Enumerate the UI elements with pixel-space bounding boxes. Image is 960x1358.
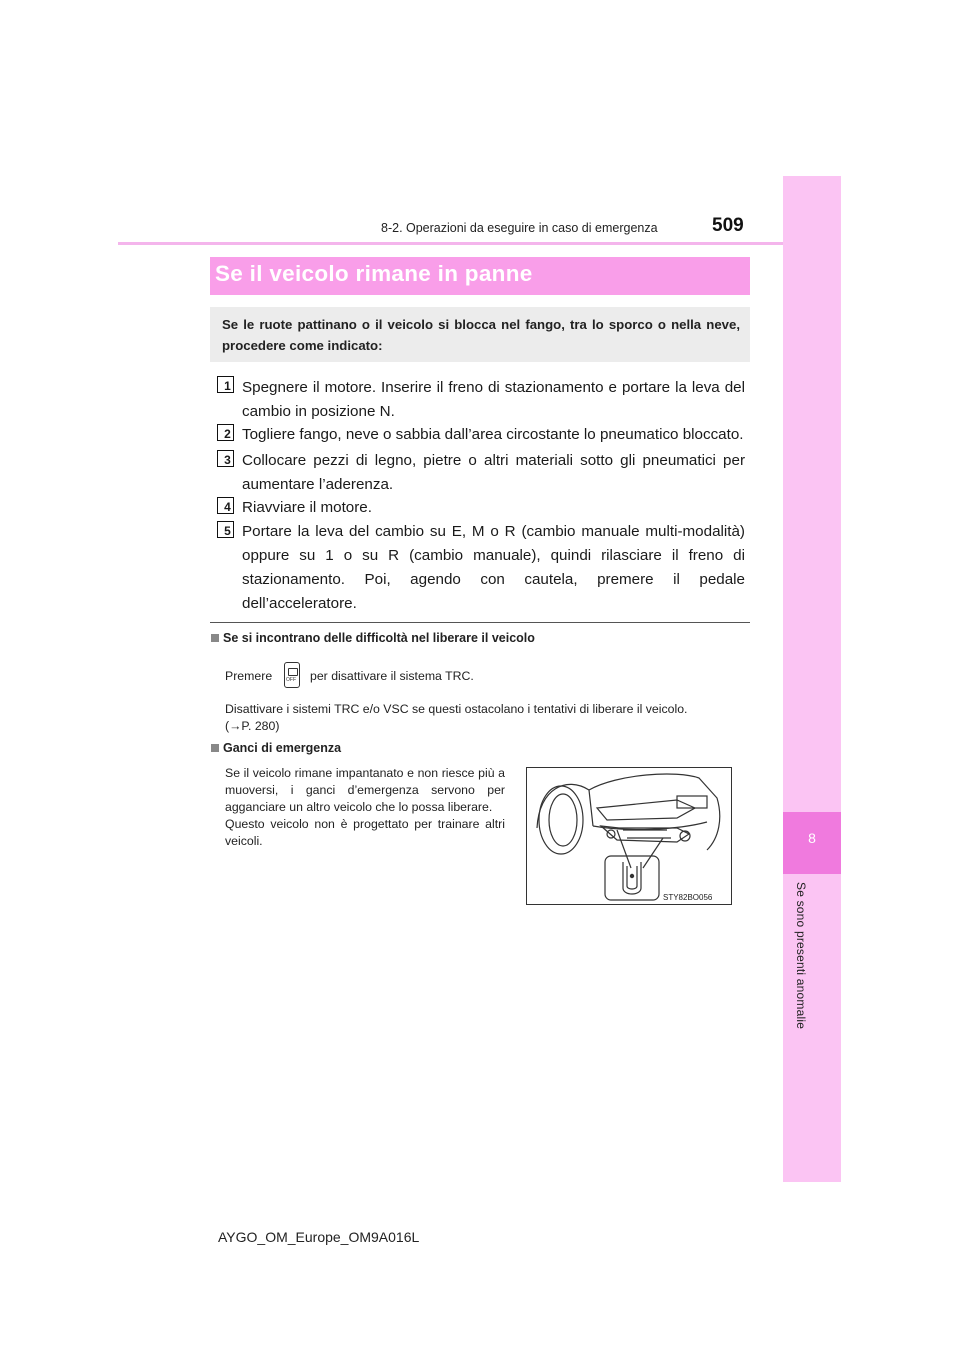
bullet-square-icon (211, 744, 219, 752)
header-rule (118, 242, 783, 245)
step-number-5: 5 (217, 521, 234, 538)
step-text-3: Collocare pezzi di legno, pietre o altri materiali sotto gli pneumatici per aumentare l’aderenza. (242, 452, 745, 493)
hooks-text-2: Questo veicolo non è progettato per trainare altri veicoli. (225, 817, 505, 848)
chapter-label: Se sono presenti anomalie (794, 882, 808, 1030)
page-title: Se il veicolo rimane in panne (215, 261, 533, 286)
step-text-2: Togliere fango, neve o sabbia dall’area circostante lo pneumatico bloccato. (242, 426, 744, 443)
note-line-2: Disattivare i sistemi TRC e/o VSC se questi ostacolano i tentativi di liberare il veicolo. (225, 702, 688, 716)
intro-text: Se le ruote pattinano o il veicolo si blocca nel fango, tra lo sporco o nella neve, procedere come indicato: (222, 317, 740, 353)
hooks-description (225, 765, 505, 850)
chapter-number: 8 (808, 830, 816, 846)
hooks-text-1: Se il veicolo rimane impantanato e non riesce più a muoversi, i ganci d’emergenza servono per agganciare un altro veicolo che lo possa liberare. (225, 766, 505, 814)
step-number-2: 2 (217, 424, 234, 441)
page-number: 509 (712, 215, 744, 236)
document-footer: AYGO_OM_Europe_OM9A016L (218, 1229, 420, 1245)
note-press-before: Premere (225, 669, 273, 683)
step-number-3: 3 (217, 450, 234, 467)
note-heading-difficulty: Se si incontrano delle difficoltà nel liberare il veicolo (223, 631, 535, 645)
step-text-4: Riavviare il motore. (242, 499, 372, 516)
note-press-after: per disattivare il sistema TRC. (310, 669, 474, 683)
step-number-1: 1 (217, 376, 234, 393)
trc-off-switch-icon (284, 662, 300, 688)
bullet-square-icon (211, 634, 219, 642)
car-rear-underside-icon (527, 768, 731, 904)
note-heading-hooks: Ganci di emergenza (223, 741, 342, 755)
section-heading: 8-2. Operazioni da eseguire in caso di emergenza (381, 221, 658, 235)
emergency-hook-illustration (526, 767, 732, 905)
figure-code: STY82BO056 (663, 893, 713, 902)
step-number-4: 4 (217, 497, 234, 514)
step-text-1: Spegnere il motore. Inserire il freno di stazionamento e portare la leva del cambio in posizione N. (242, 379, 745, 420)
step-text-5: Portare la leva del cambio su E, M o R (cambio manuale multi-modalità) oppure su 1 o su R (cambio manuale), quindi rilasciare il freno di stazionamento. Poi, agendo con cautela, premere il pedale dell’acceleratore. (242, 523, 745, 612)
page-reference: (→P. 280) (225, 719, 280, 733)
section-divider (210, 622, 750, 623)
